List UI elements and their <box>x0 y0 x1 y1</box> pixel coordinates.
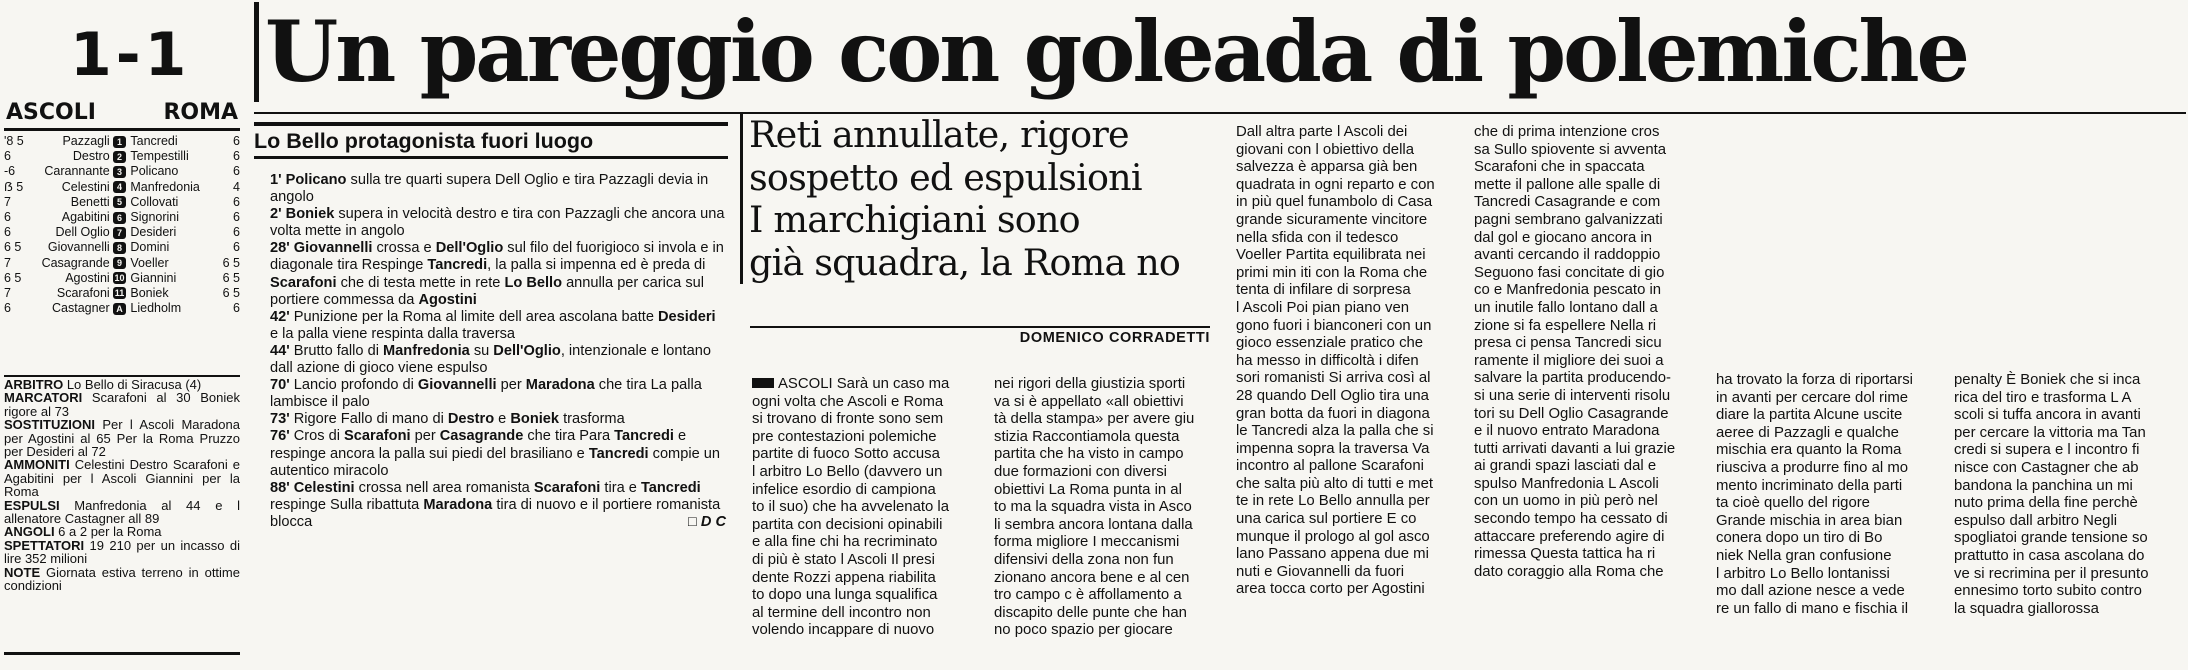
text-line: al termine dell incontro non <box>752 604 931 621</box>
text-line: due formazioni con diversi <box>994 463 1167 480</box>
text-line: ennesimo torto subito contro <box>1954 583 2142 600</box>
text-line: tori su Dell Oglio Casagrande <box>1474 405 1669 422</box>
text-line: gono fuori i bianconeri con un <box>1236 317 1432 334</box>
chronicle-event <box>270 480 726 531</box>
away-player-rating: 6 <box>233 240 240 255</box>
away-player-name: Liedholm <box>130 301 182 316</box>
away-player-name: Desideri <box>130 225 177 240</box>
subheadline-line: sospetto ed espulsioni <box>749 155 1142 199</box>
text-line: penalty È Boniek che si inca <box>1954 372 2141 388</box>
shirt-number: 10 <box>114 273 125 284</box>
text-line: l arbitro Lo Bello (davvero un <box>752 463 943 480</box>
text-line: gioco essenziale pratico che <box>1236 335 1424 352</box>
text-line: ramente il migliore dei suoi a <box>1474 352 1664 369</box>
text-line: mo dall azione nesce a vede <box>1716 583 1905 600</box>
home-player-rating: ẞ 5 <box>4 179 24 194</box>
home-player-name: Agabitini <box>61 210 110 225</box>
lead-marker <box>752 378 774 388</box>
subheadline-line: già squadra, la Roma no <box>749 240 1181 284</box>
note-entry <box>4 499 240 526</box>
event-minute: 28' <box>270 240 290 257</box>
text-line: tà della stampa» per avere giu <box>994 411 1195 428</box>
text-line: rimessa Questa tattica ha ri <box>1474 546 1656 563</box>
lineup-row <box>4 210 240 225</box>
home-player-rating: '8 5 <box>4 134 24 149</box>
text-line: sori romanisti Si arriva così al <box>1236 370 1431 387</box>
text-line: gran botta da fuori in diagona <box>1236 405 1430 422</box>
shirt-number: 2 <box>113 151 127 163</box>
text-line: partite di fuoco Sotto accusa <box>752 446 940 463</box>
text-line: l arbitro Lo Bello lontanissi <box>1716 565 1890 582</box>
text-line: zionano ancora bene e al cen <box>994 569 1190 586</box>
shirt-number: A <box>113 303 127 315</box>
text-line: Tancredi Casagrande e com <box>1474 194 1661 211</box>
lineup-row <box>4 271 240 286</box>
note-text: Lo Bello di Siracusa (4) <box>63 377 202 392</box>
text-line: si una serie di interventi risolu <box>1474 387 1671 404</box>
text-line: area tocca corto per Agostini <box>1236 581 1425 598</box>
home-player-name: Pazzagli <box>62 134 110 149</box>
chronicle-event <box>270 411 726 428</box>
text-line: 28 quando Dell Oglio tira una <box>1236 387 1429 404</box>
shirt-number: 6 <box>113 212 127 224</box>
home-player-rating: 6 5 <box>4 270 22 285</box>
text-line: salvare la partita producendo- <box>1474 370 1672 387</box>
note-label: SOSTITUZIONI <box>4 417 95 433</box>
lineup-row <box>4 301 240 316</box>
text-line: tutti arrivati davanti a lui grazie <box>1474 440 1676 457</box>
event-text: Rigore Fallo di mano di Destro e Boniek trasforma <box>289 411 625 428</box>
away-player-name: Domini <box>130 240 170 255</box>
text-line: grande sicuramente vincitore <box>1236 211 1428 228</box>
article-column-3 <box>1236 124 1462 599</box>
event-text: Policano sulla tre quarti supera Dell Oglio e tira Pazzagli devia in angolo <box>270 172 709 206</box>
note-label: SPETTATORI <box>4 537 85 553</box>
article-column-4 <box>1474 124 1700 581</box>
team-names <box>6 100 238 125</box>
event-text: Punizione per la Roma al limite dell area ascolana batte Desideri e la palla viene respinta dalla traversa <box>270 308 716 342</box>
note-text: Scarafoni al 30 Boniek rigore al 73 <box>4 390 240 419</box>
headline: Un pareggio con goleada di polemiche <box>254 2 2188 102</box>
away-player-rating: 6 <box>233 210 240 225</box>
away-player-name: Manfredonia <box>130 179 200 194</box>
text-line: infelice esordio di campiona <box>752 481 936 498</box>
event-minute: 70' <box>270 377 290 394</box>
home-player-rating: 7 <box>4 285 11 300</box>
event-minute: 1' <box>270 172 282 188</box>
text-line: volendo incappare di nuovo <box>752 622 935 639</box>
away-player-rating: 6 <box>233 225 240 240</box>
away-player-rating: 6 5 <box>222 270 240 285</box>
final-score: 1-1 <box>70 20 191 90</box>
note-label: ANGOLI <box>4 524 55 540</box>
lineup-row <box>4 149 240 164</box>
away-player-name: Collovati <box>130 194 179 209</box>
home-player-name: Celestini <box>61 179 110 194</box>
text-line: primi min iti con la Roma che <box>1236 264 1428 281</box>
note-text: Giornata estiva terreno in ottime condizioni <box>4 564 240 594</box>
note-label: NOTE <box>4 564 41 580</box>
away-player-name: Policano <box>130 164 179 179</box>
text-line: l Ascoli Poi pian piano ven <box>1236 299 1410 316</box>
text-line: va si è appellato «all obiettivi <box>994 393 1184 410</box>
subheadline-line: I marchigiani sono <box>749 198 1080 241</box>
away-player-name: Boniek <box>130 285 169 300</box>
text-line: presa ci pensa Tancredi sicu <box>1474 335 1662 352</box>
shirt-number: 9 <box>113 257 127 269</box>
text-line: una carica sul portiere E co <box>1236 511 1417 528</box>
away-player-rating: 6 <box>233 301 240 316</box>
text-line: scoli si tuffa ancora in avanti <box>1954 407 2141 424</box>
text-line: impenna sopra la traversa Va <box>1236 440 1430 457</box>
text-line: ta cioè quello del rigore <box>1716 495 1870 512</box>
lineup-row <box>4 286 240 301</box>
away-player-rating: 4 <box>233 179 240 194</box>
note-text: 19 210 per un incasso di lire 352 milioni <box>4 537 240 567</box>
text-line: niek Nella gran confusione <box>1716 547 1892 564</box>
note-entry <box>4 378 240 391</box>
text-line: Dall altra parte l Ascoli dei <box>1236 124 1408 140</box>
event-minute: 88' <box>270 479 290 496</box>
home-player-name: Benetti <box>70 194 110 209</box>
text-line: espulso dall arbitro Negli <box>1954 512 2118 529</box>
text-line: salvezza è apparsa già ben <box>1236 159 1418 176</box>
text-line: ha messo in difficoltà i difen <box>1236 352 1419 369</box>
article-column-1 <box>752 376 978 640</box>
away-player-rating: 6 <box>233 134 240 149</box>
away-player-name: Tancredi <box>130 134 178 149</box>
text-line: mischia era quanto la Roma <box>1716 442 1902 459</box>
home-player-rating: 6 <box>4 225 11 240</box>
text-line: si trovano di fronte sono sem <box>752 411 944 428</box>
text-line: ogni volta che Ascoli e Roma <box>752 393 944 410</box>
away-player-rating: 6 5 <box>222 255 240 270</box>
text-line: le Tancredi alza la palla che si <box>1236 423 1434 440</box>
text-line: diare la partita Alcune uscite <box>1716 407 1903 424</box>
text-line: dato coraggio alla Roma che <box>1474 563 1664 580</box>
home-player-rating: 7 <box>4 194 11 209</box>
home-player-rating: 6 <box>4 301 11 316</box>
text-line: tro campo c è affollamento a <box>994 587 1182 604</box>
text-line: bandona la panchina un mi <box>1954 477 2133 494</box>
shirt-number: 3 <box>113 166 127 178</box>
text-line: te in rete Lo Bello annulla per <box>1236 493 1430 510</box>
text-line: mento incriminato della parti <box>1716 477 1903 494</box>
home-player-rating: 7 <box>4 255 11 270</box>
note-entry <box>4 418 240 458</box>
left-column-rule <box>4 652 240 655</box>
home-player-name: Dell Oglio <box>55 225 110 240</box>
lineup-row <box>4 225 240 240</box>
home-player-name: Scarafoni <box>56 285 110 300</box>
chronicle-event <box>270 377 726 411</box>
text-line: che salta più alto di tutti e met <box>1236 475 1433 492</box>
note-entry <box>4 566 240 593</box>
chronicle-event <box>270 343 726 377</box>
chronicle-event <box>270 206 726 240</box>
shirt-number: 1 <box>113 136 127 148</box>
text-line: che di prima intenzione cros <box>1474 124 1660 140</box>
home-player-rating: 6 <box>4 210 11 225</box>
text-line: nuto prima della fine perchè <box>1954 495 2138 512</box>
note-entry <box>4 539 240 566</box>
note-label: AMMONITI <box>4 457 70 473</box>
event-minute: 2' <box>270 206 282 223</box>
text-line: Scarafoni che in spaccata <box>1474 159 1645 176</box>
text-line: nuti e Giovannelli da fuori <box>1236 563 1405 580</box>
event-minute: 42' <box>270 308 290 325</box>
chronicle-events <box>256 172 726 531</box>
away-player-rating: 6 <box>233 164 240 179</box>
match-notes <box>4 375 240 593</box>
note-label: ARBITRO <box>4 377 64 392</box>
lineup-row <box>4 134 240 149</box>
home-player-name: Carannante <box>44 164 110 179</box>
shirt-number: 11 <box>113 287 127 299</box>
article-column-5 <box>1716 372 1942 618</box>
home-player-name: Castagner <box>52 301 110 316</box>
text-line: per cercare la vittoria ma Tan <box>1954 424 2146 441</box>
text-line: ai grandi spazi lasciati dal e <box>1474 458 1657 475</box>
text-line: to dopo una lunga squalifica <box>752 587 938 604</box>
note-entry <box>4 458 240 498</box>
chronicle-event <box>270 172 726 206</box>
text-line: Seguono fasi concitate di gio <box>1474 264 1665 281</box>
text-line: giovani con l obiettivo della <box>1236 141 1414 158</box>
event-minute: 73' <box>270 411 290 428</box>
text-line: mette il pallone alle spalle di <box>1474 176 1661 193</box>
text-line: con un uomo in più però nel <box>1474 493 1658 510</box>
lineup-row <box>4 240 240 255</box>
text-line: nei rigori della giustizia sporti <box>994 376 1186 392</box>
text-line: la squadra giallorossa <box>1954 600 2099 617</box>
away-team: ROMA <box>163 100 238 125</box>
shirt-number: 7 <box>113 227 127 239</box>
text-line: spulso Manfredonia L Ascoli <box>1474 475 1659 492</box>
text-line: stizia Raccontiamola questa <box>994 428 1180 445</box>
lineup-table <box>4 128 240 316</box>
away-player-rating: 6 <box>233 194 240 209</box>
text-line: co e Manfredonia pescato in <box>1474 282 1662 299</box>
note-text: 6 a 2 per la Roma <box>54 524 162 540</box>
text-line: difensivi della zona non fun <box>994 551 1174 568</box>
event-text: Celestini crossa nell area romanista Scarafoni tira e Tancredi respinge Sulla ribattuta Maradona tira di nuovo e il portiere romanista blocca <box>270 479 721 530</box>
subheadline <box>740 114 1229 284</box>
text-line: discapito delle punte che han <box>994 604 1187 621</box>
text-line: dal gol e giocano ancora in <box>1474 229 1652 246</box>
home-player-name: Agostini <box>65 270 110 285</box>
text-line: quadrata in ogni reparto e con <box>1236 176 1435 193</box>
event-text: Brutto fallo di Manfredonia su Dell'Oglio, intenzionale e lontano dall azione di gioco viene espulso <box>270 342 711 377</box>
text-line: aeree di Pazzagli e qualche <box>1716 424 1899 441</box>
away-player-name: Tempestilli <box>130 149 189 164</box>
away-player-name: Voeller <box>130 255 169 270</box>
lineup-row <box>4 180 240 195</box>
shirt-number: 5 <box>113 196 127 208</box>
text-line: incontro al pallone Scarafoni <box>1236 458 1424 475</box>
text-line: pre contestazioni polemiche <box>752 428 937 445</box>
text-line: Voeller Partita equilibrata nei <box>1236 247 1426 264</box>
text-line: dente Rozzi appena riabilita <box>752 569 936 586</box>
author-initials: □ D C <box>687 513 726 530</box>
text-line: riusciva a produrre fino al mo <box>1716 459 1909 476</box>
text-line: to il suo) che ha avvelenato la <box>752 499 950 516</box>
text-line: nisce con Castagner che ab <box>1954 459 2139 476</box>
chronicle-title: Lo Bello protagonista fuori luogo <box>254 122 728 159</box>
chronicle-event <box>270 309 726 343</box>
event-text: Cros di Scarafoni per Casagrande che tira Para Tancredi e respinge ancora la palla sui piedi del brasiliano e Tancredi compie un autentico miracolo <box>270 428 720 479</box>
home-player-rating: 6 5 <box>4 240 22 255</box>
text-line: li sembra ancora lontana dalla <box>994 516 1193 533</box>
text-line: in avanti per cercare dol rime <box>1716 389 1909 406</box>
text-line: munque il prologo al gol asco <box>1236 528 1430 545</box>
event-minute: 76' <box>270 428 290 445</box>
text-line: lano Passano appena due mi <box>1236 546 1429 563</box>
event-text: Giovannelli crossa e Dell'Oglio sul filo del fuorigioco si invola e in diagonale tira Respinge Tancredi, la palla si impenna ed è preda di Scarafoni che di testa mette in rete Lo Bello annulla per carica sul portiere commessa da Agostini <box>270 240 724 308</box>
text-line: Grande mischia in area bian <box>1716 512 1903 529</box>
text-line: conera dopo un tiro di Bo <box>1716 530 1883 547</box>
lineup-row <box>4 195 240 210</box>
text-line: attaccare preferendo agire di <box>1474 528 1665 545</box>
event-text: Lancio profondo di Giovannelli per Maradona che tira La palla lambisce il palo <box>270 377 702 411</box>
chronicle-event <box>270 428 726 479</box>
note-text: Celestini Destro Scarafoni e Agabitini per l Ascoli Giannini per la Roma <box>4 457 240 500</box>
text-line: sa Sullo spiovente si avventa <box>1474 141 1667 158</box>
text-line: rica del tiro e trasforma L A <box>1954 389 2132 406</box>
text-line: tenta di infilare di sorpresa <box>1236 282 1411 299</box>
home-player-rating: 6 <box>4 149 11 164</box>
text-line: pagni sembrano galvanizzati <box>1474 211 1663 228</box>
note-entry <box>4 391 240 418</box>
text-line: forma migliore I meccanismi <box>994 534 1180 551</box>
note-text: Per l Ascoli Maradona per Agostini al 65 Per la Roma Pruzzo per Desideri al 72 <box>4 417 240 460</box>
chronicle-event <box>270 240 726 308</box>
home-player-name: Giovannelli <box>47 240 110 255</box>
subheadline-line: Reti annullate, rigore <box>749 113 1129 156</box>
note-text: Manfredonia al 44 e l allenatore Castagner all 89 <box>4 497 240 527</box>
note-label: ESPULSI <box>4 497 60 513</box>
article-column-6 <box>1954 372 2180 618</box>
text-line: nella sfida con il tedesco <box>1236 229 1399 246</box>
lineup-row <box>4 256 240 271</box>
lineup-row <box>4 164 240 179</box>
text-line: ve si recrimina per il presunto <box>1954 565 2149 582</box>
text-line: ASCOLI Sarà un caso ma <box>752 376 978 394</box>
text-line: no poco spazio per giocare <box>994 622 1173 639</box>
event-minute: 44' <box>270 342 290 359</box>
text-line: di più è stato l Ascoli Il presi <box>752 551 935 568</box>
text-line: avanti cercando il raddoppio <box>1474 247 1661 264</box>
away-player-name: Giannini <box>130 270 177 285</box>
event-text: Boniek supera in velocità destro e tira con Pazzagli che ancora una volta mette in angolo <box>270 206 725 240</box>
shirt-number: 4 <box>113 181 127 193</box>
text-line: secondo tempo ha cessato di <box>1474 511 1668 528</box>
article-column-2 <box>994 376 1220 640</box>
home-player-name: Casagrande <box>41 255 110 270</box>
text-line: obiettivi La Roma punta in al <box>994 481 1182 498</box>
text-line: prattutto in casa ascolana do <box>1954 547 2145 564</box>
byline-rule <box>750 326 1210 328</box>
note-label: MARCATORI <box>4 390 83 406</box>
away-player-rating: 6 5 <box>222 285 240 300</box>
text-line: credi si supera e l incontro fi <box>1954 442 2140 459</box>
text-line: spogliatoi grande tensione so <box>1954 530 2148 547</box>
home-player-rating: -6 <box>4 164 16 179</box>
text-line: re un fallo di mano e fischia il <box>1716 600 1909 617</box>
byline: DOMENICO CORRADETTI <box>1019 330 1210 346</box>
shirt-number: 8 <box>113 242 127 254</box>
text-line: partita con decisioni opinabili <box>752 516 943 533</box>
text-line: e alla fine chi ha recriminato <box>752 534 938 551</box>
text-line: partita che ha visto in campo <box>994 446 1184 463</box>
text-line: ha trovato la forza di riportarsi <box>1716 372 1913 388</box>
text-line: e il nuovo entrato Maradona <box>1474 423 1660 440</box>
home-player-name: Destro <box>72 149 110 164</box>
away-player-name: Signorini <box>130 210 180 225</box>
text-line: in più quel funambolo di Casa <box>1236 194 1433 211</box>
away-player-rating: 6 <box>233 149 240 164</box>
note-entry <box>4 525 240 538</box>
home-team: ASCOLI <box>6 100 96 125</box>
text-line: to ma la squadra vista in Asco <box>994 499 1192 516</box>
text-line: zione si fa espellere Nella ri <box>1474 317 1657 334</box>
text-line: un inutile fallo lontano dall a <box>1474 299 1658 316</box>
